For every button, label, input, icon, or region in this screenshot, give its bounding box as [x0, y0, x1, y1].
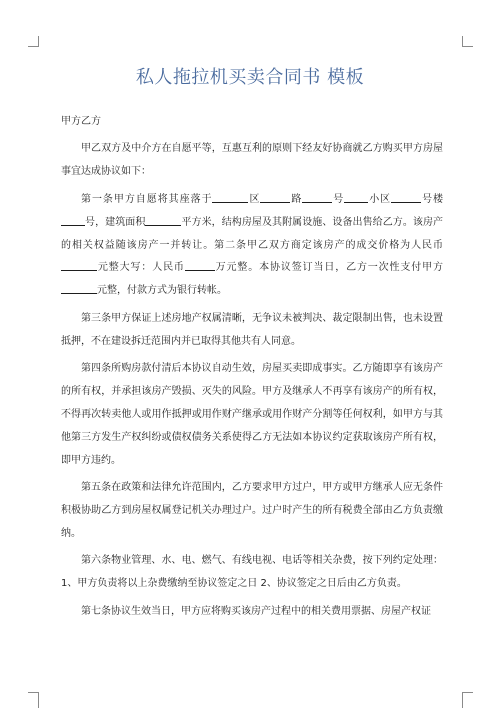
article-3-paragraph: 第三条甲方保证上述房地产权属清晰，无争议未被判决、裁定限制出售，也未设置抵押，不在建设拆迁范围内并已取得其他共有人同意。	[61, 312, 443, 347]
blank-field[interactable]	[260, 191, 290, 203]
document-title: 私人拖拉机买卖合同书 模板	[135, 67, 365, 88]
blank-field[interactable]	[344, 191, 368, 203]
article-5-paragraph: 第五条在政策和法律允许范围内，乙方要求甲方过户，甲方或甲方继承人应无条件积极协助乙方到房屋权属登记机关办理过户。过户时产生的所有税费全部由乙方负责缴纳。	[61, 482, 443, 539]
article-1-text: 号，建筑面积	[85, 216, 146, 228]
blank-field[interactable]	[61, 259, 97, 271]
article-7-paragraph: 第七条协议生效当日，甲方应将购买该房产过程中的相关费用票据、房屋产权证	[81, 605, 431, 617]
crop-mark-bottom-right	[462, 692, 473, 708]
blank-field[interactable]	[212, 191, 248, 203]
article-1-text: 第一条甲方自愿将其座落于	[81, 193, 213, 205]
crop-mark-bottom-left	[28, 692, 39, 708]
article-1-text: 小区	[368, 193, 392, 205]
article-1-text: 号	[332, 193, 345, 205]
article-4-paragraph: 第四条所购房款付清后本协议自动生效，房屋买卖即成事实。乙方随即享有该房产的所有权，并承担该房产毁损、灭失的风险。甲方及继承人不再享有该房产的所有权，不得再次转卖他人或用作抵押或用作财产继承或用作财产分割等任何权利，如甲方与其他第三方发生产权纠纷或债权债务关系使得乙方无法如本协议约定获取该房产所有权，即甲方违约。	[61, 363, 443, 466]
blank-field[interactable]	[61, 214, 85, 226]
crop-mark-top-left	[28, 36, 39, 47]
article-6-paragraph: 第六条物业管理、水、电、燃气、有线电视、电话等相关杂费，按下列约定处理：1、甲方负责将以上杂费缴纳至协议签定之日 2、协议签定之日后由乙方负责。	[61, 555, 443, 590]
blank-field[interactable]	[391, 191, 421, 203]
article-1-text: 区	[248, 193, 261, 205]
document-body	[61, 111, 443, 628]
article-1-paragraph	[61, 189, 443, 304]
article-1-text: 路	[290, 193, 303, 205]
blank-field[interactable]	[185, 259, 215, 271]
article-1-text: 元整大写：人民币	[97, 262, 185, 274]
blank-field[interactable]	[61, 282, 97, 294]
blank-field[interactable]	[145, 214, 181, 226]
article-1-text: 号楼	[421, 193, 444, 205]
intro-paragraph: 甲乙双方及中介方在自愿平等，互惠互利的原则下经友好协商就乙方购买甲方房屋事宜达成协议如下：	[61, 143, 443, 178]
article-1-text: 万元整。本协议签订当日，乙方一次性支付甲方	[214, 262, 444, 274]
article-1-text: 元整，付款方式为银行转帐。	[97, 285, 227, 297]
blank-field[interactable]	[302, 191, 332, 203]
article-1-text: 平方米，结构房屋及其附属设施、设备出售给乙方。该房产的相关权益随该房产一并转让。第二条甲乙双方商定该房产的成交价格为人民币	[61, 216, 444, 251]
parties-line: 甲方乙方	[61, 116, 101, 127]
crop-mark-top-right	[462, 36, 473, 47]
